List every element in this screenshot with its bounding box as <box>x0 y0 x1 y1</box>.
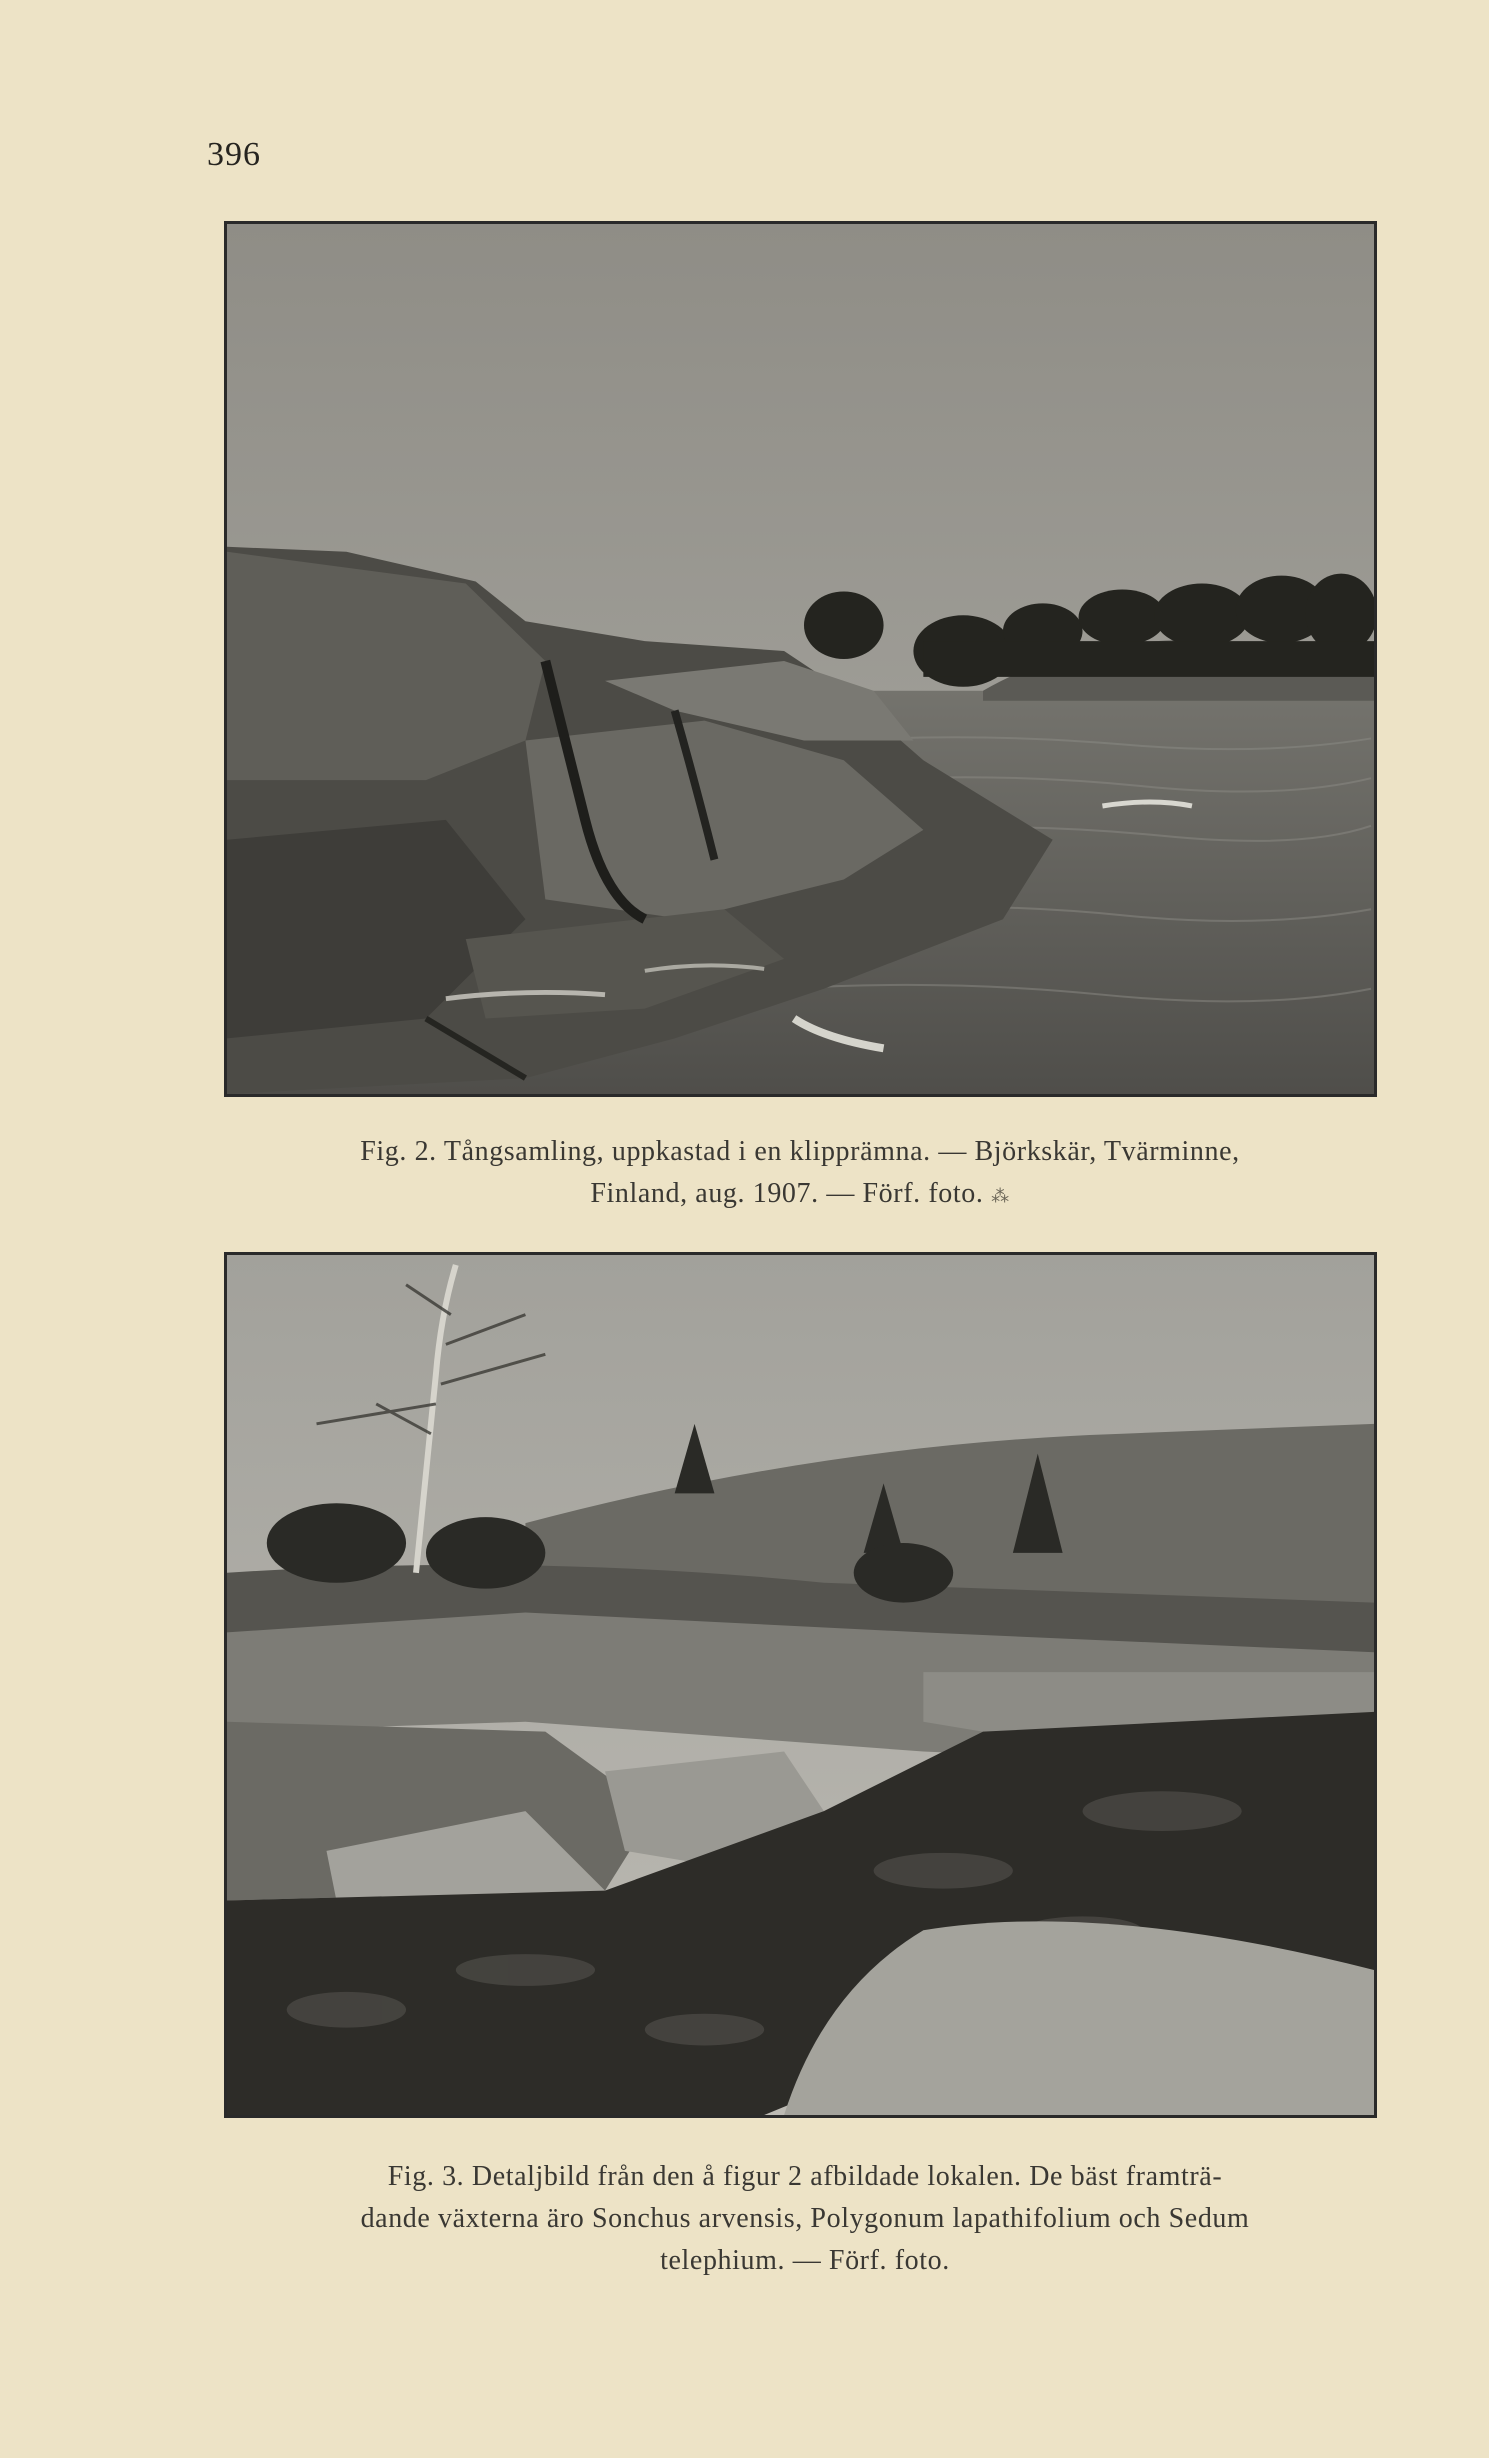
caption-line: Fig. 3. Detaljbild från den å figur 2 afbildade lokalen. De bäst framträ- <box>387 2161 1223 2192</box>
page-number: 396 <box>207 136 261 173</box>
caption-line: Fig. 2. Tångsamling, uppkastad i en klipprämna. — Björkskär, Tvärminne, <box>360 1136 1240 1167</box>
caption-line <box>210 1173 1390 1218</box>
figure-3-caption <box>215 2156 1395 2282</box>
figure-2-caption <box>210 1131 1390 1218</box>
caption-line: telephium. — Förf. foto. <box>660 2245 950 2276</box>
caption-line: dande växterna äro Sonchus arvensis, Polygonum lapathifolium och Sedum <box>360 2203 1250 2234</box>
figure-3-photo <box>224 1252 1377 2118</box>
shore-photo-graphic <box>227 224 1374 1094</box>
figure-2-photo <box>224 221 1377 1097</box>
printer-mark-icon: ⁂ <box>991 1186 1010 1207</box>
caption-text: Finland, aug. 1907. — Förf. foto. <box>590 1178 984 1209</box>
vegetation-photo-graphic <box>227 1255 1374 2115</box>
